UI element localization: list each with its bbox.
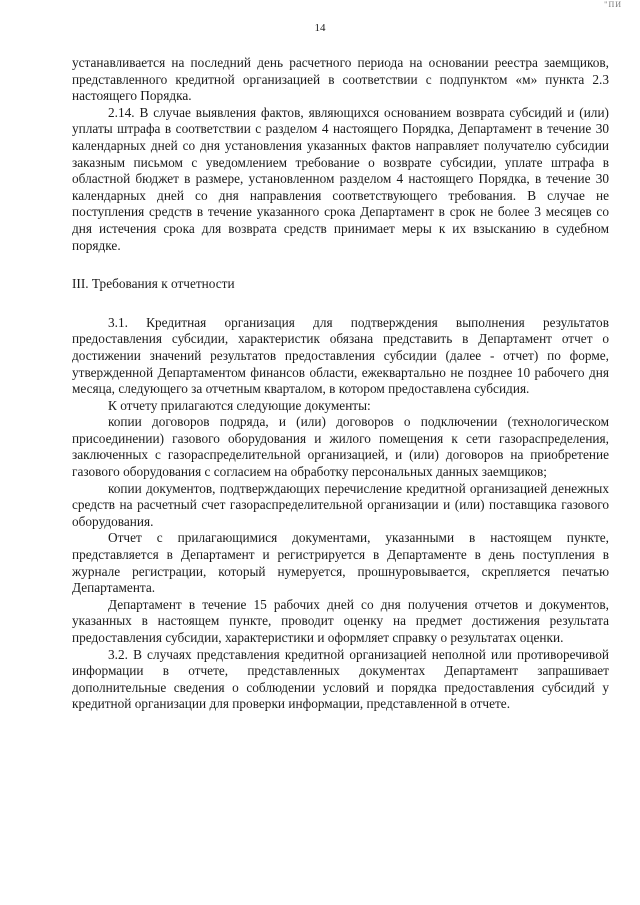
paragraph-3-2: 3.2. В случаях представления кредитной организацией неполной или противоречивой информации в отчете, представленных документах Департамент запрашивает дополнительные сведения о соблюдении условий и порядка предоставления субсидий у кредитной организации для проверки информации, представленной в отчете. xyxy=(72,646,609,712)
paragraph-evaluation: Департамент в течение 15 рабочих дней со дня получения отчетов и документов, указанных в настоящем пункте, проводит оценку на предмет достижения результата предоставления субсидии, характеристики и оформляет справку о результатах оценки. xyxy=(72,596,609,645)
paragraph-report-registration: Отчет с прилагающимися документами, указанными в настоящем пункте, представляется в Департамент и регистрируется в Департаменте в день поступления в журнале регистрации, который нумеруется, прошнуровывается, скрепляется печатью Департамента. xyxy=(72,530,609,596)
paragraph-continuation: устанавливается на последний день расчетного периода на основании реестра заемщиков, представленного кредитной организацией в соответствии с подпунктом «м» пункта 2.3 настоящего Порядка. xyxy=(72,55,609,104)
section-heading: III. Требования к отчетности xyxy=(72,276,235,292)
page-number: 14 xyxy=(314,22,326,34)
paragraph-payment-copies: копии документов, подтверждающих перечисление кредитной организацией денежных средств на расчетный счет газораспределительной организации и (или) поставщика газового оборудования. xyxy=(72,480,609,529)
paragraph-3-1: 3.1. Кредитная организация для подтверждения выполнения результатов предоставления субсидии, характеристик обязана представить в Департамент отчет о достижении значений результатов предоставления субсидии (далее - отчет) по форме, утвержденной Департаментом финансов области, ежеквартально не позднее 10 рабочего дня месяца, следующего за отчетным кварталом, в котором предоставлена субсидия. xyxy=(72,314,609,397)
corner-mark: "ПИ xyxy=(604,0,622,9)
paragraph-2-14: 2.14. В случае выявления фактов, являющихся основанием возврата субсидий и (или) уплаты штрафа в соответствии с разделом 4 настоящего Порядка, Департамент в течение 30 календарных дней со дня установления указанных фактов направляет получателю субсидии заказным письмом с уведомлением требование о возврате субсидии, уплате штрафа в областной бюджет в размере, установленном разделом 4 настоящего Порядка, в течение 30 календарных дней со дня направления соответствующего требования. В случае не поступления средств в течение указанного срока Департамент в срок не более 3 месяцев со дня истечения срока для возврата средств принимает меры к их взысканию в судебном порядке. xyxy=(72,104,609,253)
paragraph-attachments-intro: К отчету прилагаются следующие документы: xyxy=(108,397,371,413)
document-body xyxy=(72,55,609,713)
paragraph-contract-copies: копии договоров подряда, и (или) договоров о подключении (технологическом присоединении) газового оборудования и жилого помещения к сети газораспределения, заключенных с газораспределительной организацией, и (или) договоров на приобретение газового оборудования с согласием на обработку персональных данных заемщиков; xyxy=(72,414,609,480)
